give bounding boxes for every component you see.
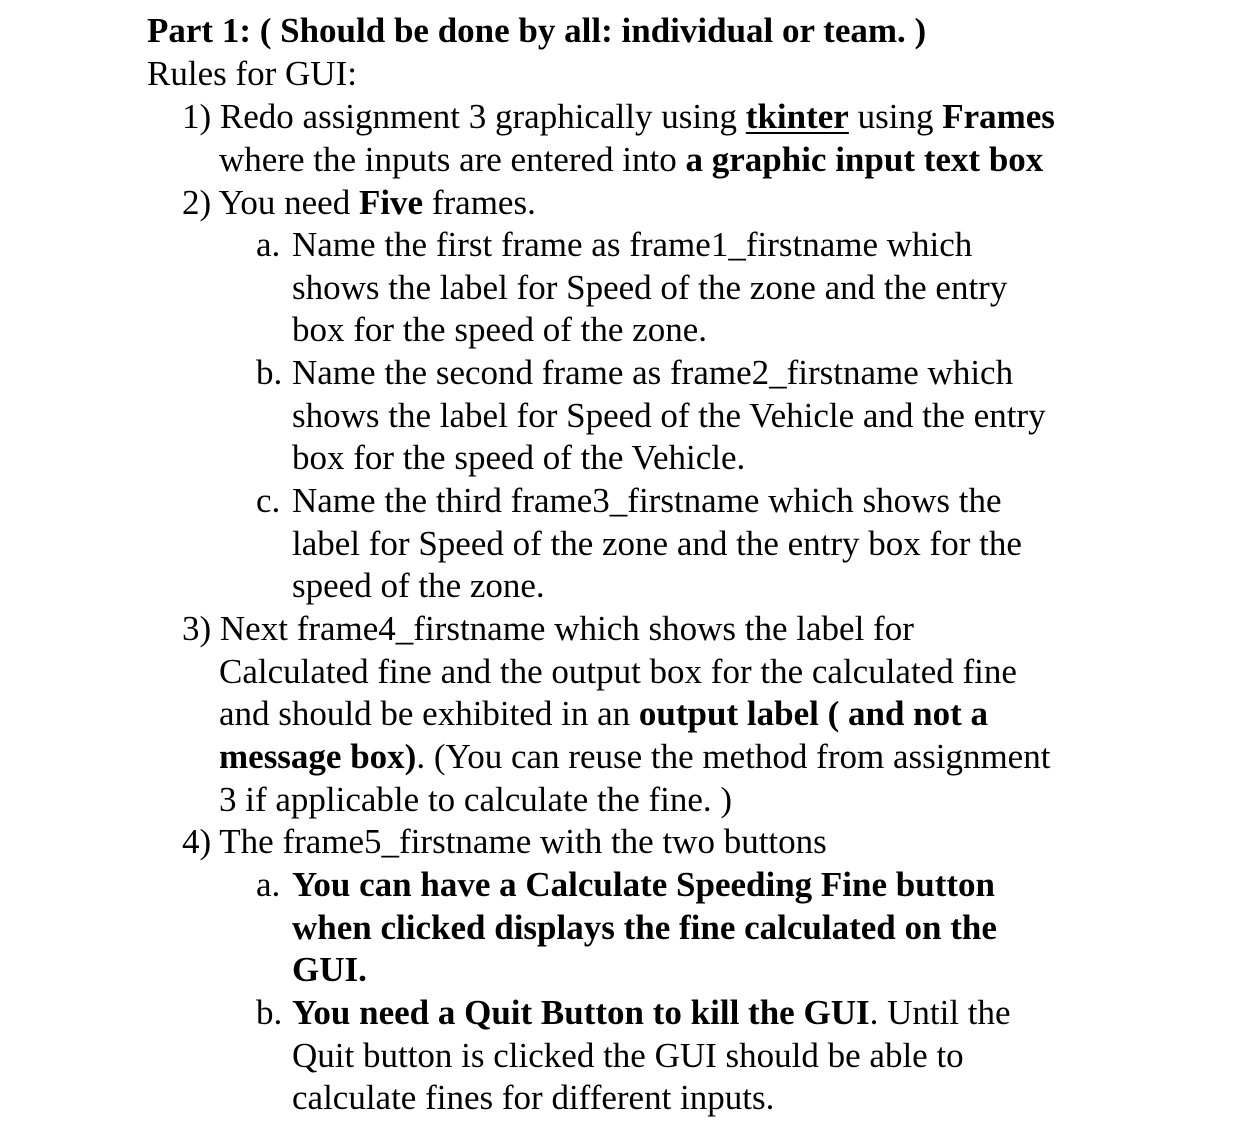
item-2c-letter: c.	[256, 481, 281, 520]
item-3-line-2: Calculated fine and the output box for the calculated fine	[219, 652, 1017, 691]
part-heading: Part 1: ( Should be done by all: individual or team. )	[147, 11, 927, 50]
item-4-number: 4)	[182, 822, 212, 861]
item-3-line-3: and should be exhibited in an output label ( and not a	[219, 694, 989, 733]
item-2c-line-2: label for Speed of the zone and the entry box for the	[292, 524, 1022, 563]
item-2a-line-2: shows the label for Speed of the zone and the entry	[292, 268, 1008, 307]
item-2-number: 2)	[182, 183, 212, 222]
item-4b-line-2: Quit button is clicked the GUI should be able to	[292, 1036, 964, 1075]
item-4b-line-1: You need a Quit Button to kill the GUI. Until the	[292, 993, 1011, 1032]
item-2a-line-3: box for the speed of the zone.	[292, 310, 707, 349]
item-4b-letter: b.	[256, 993, 283, 1032]
item-4a-letter: a.	[256, 865, 281, 904]
item-2b-line-2: shows the label for Speed of the Vehicle and the entry	[292, 396, 1046, 435]
item-1-line-1: 1) Redo assignment 3 graphically using tkinter using Frames	[182, 97, 1055, 136]
item-4-line-1: 4) The frame5_firstname with the two buttons	[182, 822, 827, 861]
item-1-line-2: where the inputs are entered into a graphic input text box	[219, 140, 1044, 179]
item-2a-line-1: Name the first frame as frame1_firstname which	[292, 225, 973, 264]
item-2-line-1: 2) You need Five frames.	[182, 183, 536, 222]
item-4a-line-1: You can have a Calculate Speeding Fine button	[292, 865, 995, 904]
item-4a-line-2: when clicked displays the fine calculated on the	[292, 908, 997, 947]
item-1-number: 1)	[182, 97, 212, 136]
item-3-number: 3)	[182, 609, 212, 648]
item-2a-letter: a.	[256, 225, 281, 264]
item-4b-line-3: calculate fines for different inputs.	[292, 1078, 775, 1117]
item-2b-letter: b.	[256, 353, 283, 392]
item-3-line-5: 3 if applicable to calculate the fine. )	[219, 780, 733, 819]
item-2c-line-3: speed of the zone.	[292, 566, 545, 605]
item-2c-line-1: Name the third frame3_firstname which shows the	[292, 481, 1002, 520]
rules-subheading: Rules for GUI:	[147, 54, 357, 93]
item-2b-line-3: box for the speed of the Vehicle.	[292, 438, 746, 477]
item-2b-line-1: Name the second frame as frame2_firstname which	[292, 353, 1014, 392]
item-4a-line-3: GUI.	[292, 950, 367, 989]
tkinter-keyword: tkinter	[745, 97, 849, 136]
item-3-line-1: 3) Next frame4_firstname which shows the label for	[182, 609, 914, 648]
item-3-line-4: message box). (You can reuse the method from assignment	[219, 737, 1051, 776]
